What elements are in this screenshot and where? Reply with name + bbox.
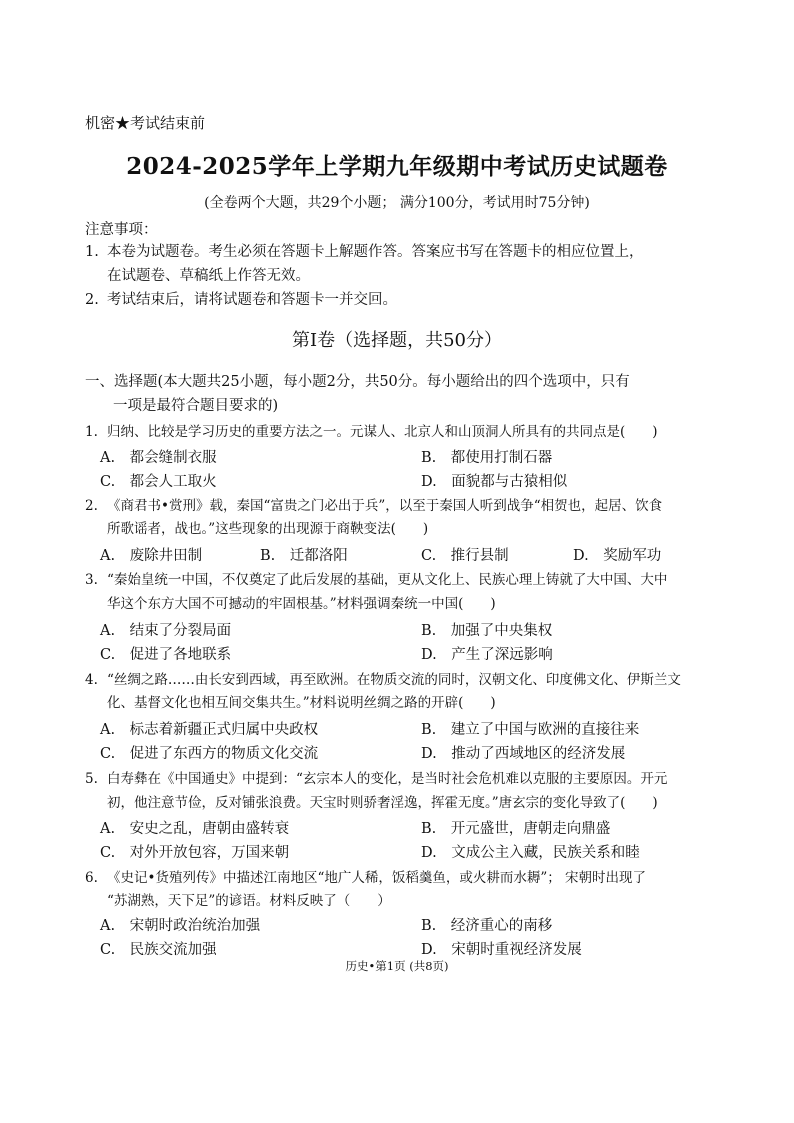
question-4-stem-line-1: “丝绸之路……由长安到西域，再至欧洲。在物质交流的同时，汉朝文化、印度佛文化、伊斯兰文 xyxy=(107,672,681,688)
question-5-option-a: A. 安史之乱，唐朝由盛转衰 xyxy=(100,821,290,837)
question-1-option-c: C. 都会人工取火 xyxy=(100,474,217,490)
question-1-number: 1. xyxy=(85,424,98,440)
question-5-option-d: D. 文成公主入藏，民族关系和睦 xyxy=(421,845,640,861)
page-title: 2024-2025学年上学期九年级期中考试历史试题卷 xyxy=(126,153,668,180)
question-6-stem-line-1: 《史记•货殖列传》中描述江南地区“地广人稀，饭稻羹鱼，或火耕而水耨”； 宋朝时出现了 xyxy=(107,870,647,886)
exam-info: (全卷两个大题，共29个小题； 满分100分，考试用时75分钟) xyxy=(204,195,590,211)
question-5-option-c: C. 对外开放包容，万国来朝 xyxy=(100,845,290,861)
question-5-number: 5. xyxy=(85,771,98,787)
question-1-option-b: B. 都使用打制石器 xyxy=(421,450,553,466)
question-1-option-d: D. 面貌都与古猿相似 xyxy=(421,474,568,490)
part-instruction-line-2: 一项是最符合题目要求的) xyxy=(113,398,279,414)
confidential-label: 机密★考试结束前 xyxy=(85,114,206,132)
question-6-option-b: B. 经济重心的南移 xyxy=(421,918,553,934)
note-1-number: 1. xyxy=(85,244,99,260)
notes-heading: 注意事项： xyxy=(85,222,158,238)
part-instruction-line-1: 一、选择题(本大题共25小题，每小题2分，共50分。每小题给出的四个选项中，只有 xyxy=(85,374,630,390)
question-2-option-c: C. 推行县制 xyxy=(421,548,509,564)
question-4-option-a: A. 标志着新疆正式归属中央政权 xyxy=(100,722,319,738)
question-1-stem: 归纳、比较是学习历史的重要方法之一。元谋人、北京人和山顶洞人所具有的共同点是( ) xyxy=(107,424,658,440)
question-5-option-b: B. 开元盛世，唐朝走向鼎盛 xyxy=(421,821,611,837)
question-3-option-a: A. 结束了分裂局面 xyxy=(100,623,232,639)
question-2-option-a: A. 废除井田制 xyxy=(100,548,203,564)
question-4-option-d: D. 推动了西域地区的经济发展 xyxy=(421,746,626,762)
question-2-stem-line-2: 所歌谣者，战也。”这些现象的出现源于商鞅变法( ) xyxy=(107,521,429,537)
question-3-option-c: C. 促进了各地联系 xyxy=(100,647,232,663)
question-3-option-b: B. 加强了中央集权 xyxy=(421,623,553,639)
question-4-option-c: C. 促进了东西方的物质文化交流 xyxy=(100,746,319,762)
question-6-option-c: C. 民族交流加强 xyxy=(100,942,217,958)
question-3-option-d: D. 产生了深远影响 xyxy=(421,647,553,663)
question-2-option-b: B. 迁都洛阳 xyxy=(260,548,348,564)
question-2-number: 2. xyxy=(85,498,98,514)
question-3-stem-line-1: “秦始皇统一中国，不仅奠定了此后发展的基础，更从文化上、民族心理上铸就了大中国、大中 xyxy=(107,572,668,588)
note-1-line-1: 本卷为试题卷。考生必须在答题卡上解题作答。答案应书写在答题卡的相应位置上， xyxy=(107,244,644,260)
question-6-option-a: A. 宋朝时政治统治加强 xyxy=(100,918,261,934)
question-6-number: 6. xyxy=(85,870,98,886)
page-footer: 历史•第1页 (共8页) xyxy=(345,959,449,973)
question-2-option-d: D. 奖励军功 xyxy=(573,548,662,564)
note-2-line-1: 考试结束后，请将试题卷和答题卡一并交回。 xyxy=(107,292,397,308)
question-4-number: 4. xyxy=(85,672,98,688)
question-6-option-d: D. 宋朝时重视经济发展 xyxy=(421,942,582,958)
note-1-line-2: 在试题卷、草稿纸上作答无效。 xyxy=(107,268,310,284)
question-4-option-b: B. 建立了中国与欧洲的直接往来 xyxy=(421,722,640,738)
question-1-option-a: A. 都会缝制衣服 xyxy=(100,450,217,466)
question-4-stem-line-2: 化、基督文化也相互间交集共生。”材料说明丝绸之路的开辟( ) xyxy=(107,695,496,711)
section-title: 第Ⅰ卷（选择题，共50分） xyxy=(291,330,502,351)
note-2-number: 2. xyxy=(85,292,99,308)
question-2-stem-line-1: 《商君书•赏刑》载，秦国“富贵之门必出于兵”，以至于秦国人听到战争“相贺也，起居、饮食 xyxy=(107,498,663,514)
question-3-number: 3. xyxy=(85,572,98,588)
question-5-stem-line-1: 白寿彝在《中国通史》中提到：“玄宗本人的变化，是当时社会危机难以克服的主要原因。开元 xyxy=(107,771,668,787)
question-6-stem-line-2: “苏湖熟，天下足”的谚语。材料反映了（ ） xyxy=(107,893,391,909)
question-5-stem-line-2: 初，他注意节俭，反对铺张浪费。天宝时则骄奢淫逸，挥霍无度。”唐玄宗的变化导致了( ) xyxy=(107,795,658,811)
question-3-stem-line-2: 华这个东方大国不可撼动的牢固根基。”材料强调秦统一中国( ) xyxy=(107,596,496,612)
